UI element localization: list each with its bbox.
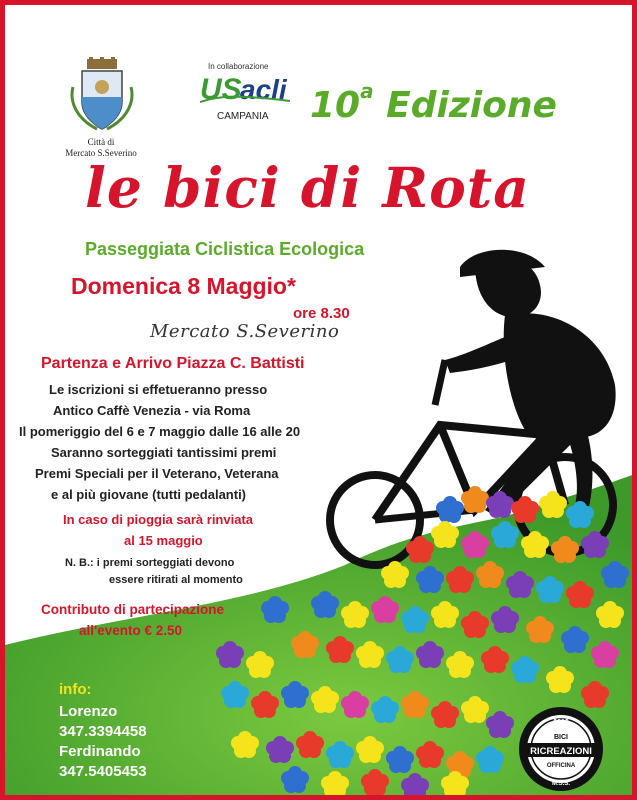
rain-notice-date: al 15 maggio: [124, 533, 203, 548]
rain-notice: In caso di pioggia sarà rinviata: [63, 512, 254, 527]
badge-line1: BICI: [554, 734, 568, 741]
collab-label: In collaborazione: [208, 62, 269, 71]
event-place: Mercato S.Severino: [150, 321, 340, 342]
badge-line2: RICREAZIONI: [530, 746, 592, 757]
prize-note: N. B.: i premi sorteggiati devono: [65, 557, 235, 569]
edition-heading: [310, 77, 557, 126]
detail-line: Antico Caffè Venezia - via Roma: [53, 403, 251, 418]
detail-line: Il pomeriggio del 6 e 7 maggio dalle 16 alle 20: [19, 424, 301, 439]
badge-year: 2013: [553, 719, 569, 726]
start-location: Partenza e Arrivo Piazza C. Battisti: [41, 355, 305, 372]
municipality-caption: Città di Mercato S.Severino: [65, 137, 137, 158]
usacli-logo: [200, 71, 292, 105]
fee-label: Contributo di partecipazione: [41, 602, 225, 617]
event-title: le bici di Rota: [85, 155, 530, 220]
contact-phone[interactable]: 347.3394458: [59, 723, 147, 740]
contact-phone[interactable]: 347.5405453: [59, 763, 147, 780]
detail-line: Premi Speciali per il Veterano, Veterana: [35, 466, 279, 481]
edition-word: Edizione: [386, 85, 557, 126]
event-date: Domenica 8 Maggio*: [71, 273, 296, 299]
ricreazioni-badge: [517, 705, 605, 793]
event-time: ore 8.30: [293, 305, 350, 322]
detail-line: Le iscrizioni si effetueranno presso: [49, 382, 268, 397]
detail-line: e al più giovane (tutti pedalanti): [51, 487, 247, 502]
collab-region: CAMPANIA: [217, 111, 269, 122]
municipal-crest-icon: [67, 57, 137, 135]
svg-text:US: US: [200, 73, 242, 105]
prize-note: essere ritirati al momento: [109, 574, 243, 586]
contact-name: Ferdinando: [59, 743, 141, 760]
detail-line: Saranno sorteggiati tantissimi premi: [51, 445, 277, 460]
contact-label: info:: [59, 681, 92, 698]
badge-line3: OFFICINA: [546, 763, 576, 769]
badge-line4: M.S.S.: [551, 781, 571, 787]
edition-suffix: a: [360, 79, 374, 103]
fee-amount: all'evento € 2.50: [79, 623, 183, 638]
svg-text:acli: acli: [240, 74, 287, 105]
contact-name: Lorenzo: [59, 703, 118, 720]
event-subtitle: Passeggiata Ciclistica Ecologica: [85, 239, 365, 259]
edition-number: 10: [310, 85, 361, 126]
